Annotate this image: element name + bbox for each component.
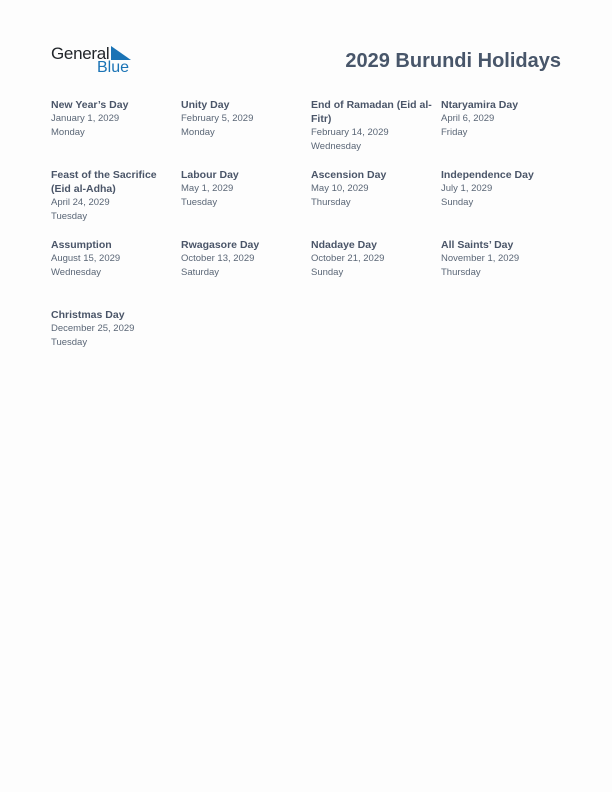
holiday-name: Unity Day (181, 99, 230, 111)
holiday-item (181, 238, 311, 308)
holiday-date: October 21, 2029 (311, 253, 385, 264)
holiday-name: All Saints’ Day (441, 239, 514, 251)
holiday-weekday: Thursday (311, 196, 351, 208)
holiday-weekday: Thursday (441, 266, 481, 278)
holiday-weekday: Sunday (311, 266, 344, 278)
holiday-date: April 6, 2029 (441, 113, 495, 124)
holiday-weekday: Tuesday (51, 210, 88, 222)
holiday-name: Ascension Day (311, 169, 387, 181)
holiday-name: Independence Day (441, 169, 534, 181)
holiday-weekday: Monday (51, 126, 85, 138)
holiday-item (441, 168, 571, 238)
holiday-item (311, 98, 441, 168)
holiday-name: Feast of the Sacrifice (Eid al-Adha) (51, 169, 157, 195)
holiday-item (181, 98, 311, 168)
logo-triangle-icon (111, 46, 131, 60)
holiday-weekday: Tuesday (181, 196, 218, 208)
holiday-item (51, 238, 181, 308)
holiday-date: May 10, 2029 (311, 183, 369, 194)
page-title: 2029 Burundi Holidays (345, 50, 561, 72)
holiday-weekday: Monday (181, 126, 215, 138)
holiday-date: February 5, 2029 (181, 113, 254, 124)
holiday-weekday: Wednesday (311, 140, 361, 152)
holiday-date: January 1, 2029 (51, 113, 120, 124)
holiday-item (441, 98, 571, 168)
holiday-name: New Year’s Day (51, 99, 129, 111)
holiday-item (51, 168, 181, 238)
holiday-name: Ntaryamira Day (441, 99, 519, 111)
holiday-date: October 13, 2029 (181, 253, 255, 264)
holiday-date: December 25, 2029 (51, 323, 135, 334)
holiday-item (311, 168, 441, 238)
holiday-item (51, 98, 181, 168)
holiday-item (441, 238, 571, 308)
holiday-weekday: Wednesday (51, 266, 101, 278)
holiday-name: End of Ramadan (Eid al-Fitr) (311, 99, 432, 125)
holiday-name: Ndadaye Day (311, 239, 377, 251)
holiday-weekday: Sunday (441, 196, 474, 208)
generalblue-logo (51, 44, 141, 78)
holiday-date: August 15, 2029 (51, 253, 121, 264)
holiday-item (51, 308, 181, 378)
holiday-date: July 1, 2029 (441, 183, 493, 194)
holiday-date: April 24, 2029 (51, 197, 110, 208)
holiday-item (181, 168, 311, 238)
holiday-date: February 14, 2029 (311, 127, 389, 138)
holiday-grid (51, 98, 571, 378)
holiday-name: Assumption (51, 239, 112, 251)
holiday-weekday: Friday (441, 126, 468, 138)
holiday-date: November 1, 2029 (441, 253, 520, 264)
holiday-date: May 1, 2029 (181, 183, 234, 194)
holiday-name: Labour Day (181, 169, 239, 181)
logo-word-blue: Blue (97, 59, 130, 76)
holiday-weekday: Tuesday (51, 336, 88, 348)
holiday-name: Rwagasore Day (181, 239, 260, 251)
holiday-item (311, 238, 441, 308)
holiday-weekday: Saturday (181, 266, 220, 278)
logo-word-general: General (51, 44, 110, 63)
holiday-name: Christmas Day (51, 309, 125, 321)
